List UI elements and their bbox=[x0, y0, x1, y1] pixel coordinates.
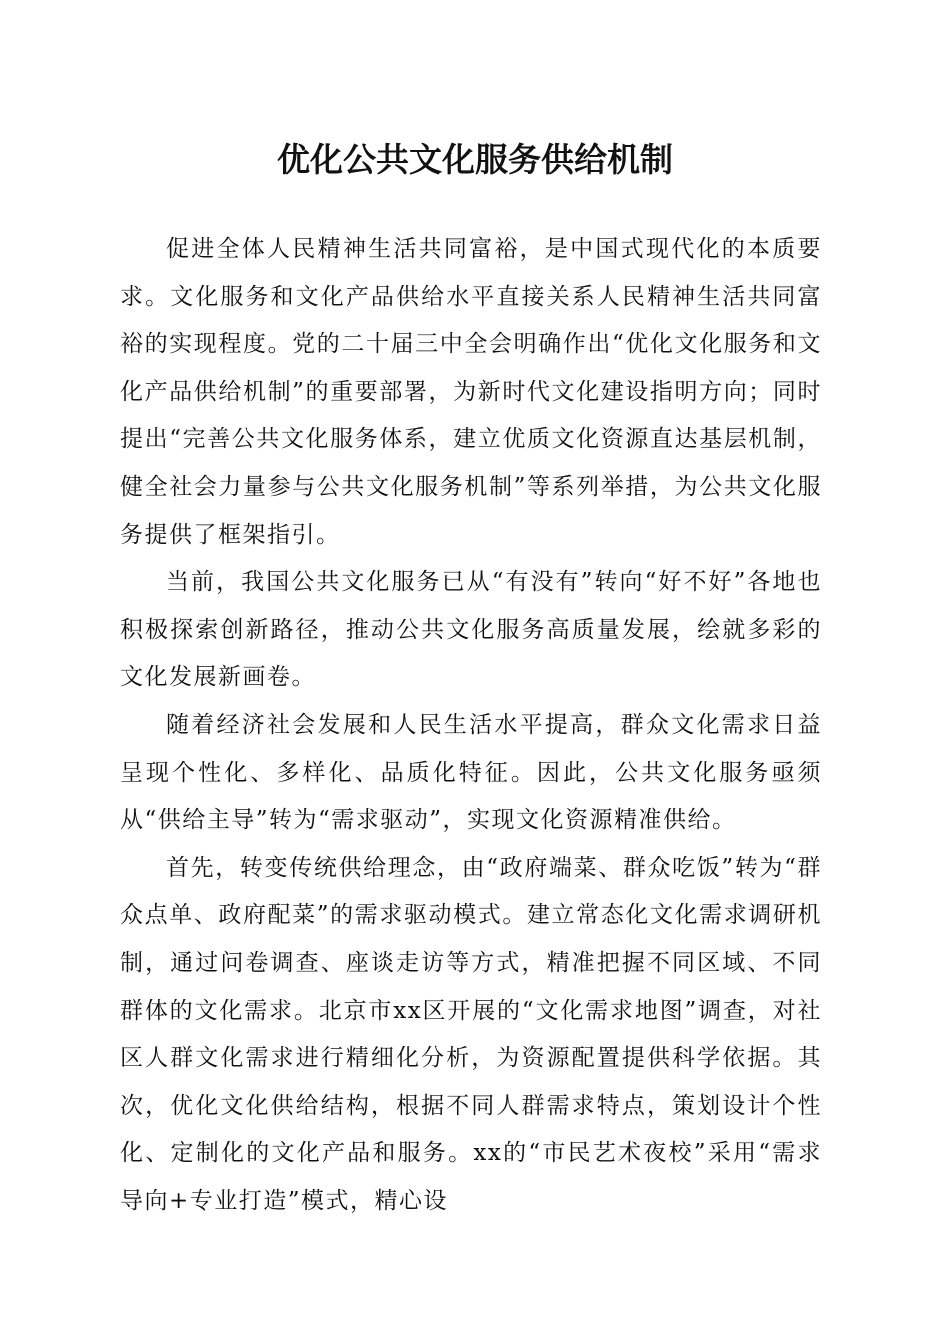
document-body bbox=[120, 226, 822, 1225]
paragraph-3: 随着经济社会发展和人民生活水平提高，群众文化需求日益呈现个性化、多样化、品质化特征。因此，公共文化服务亟须从“供给主导”转为“需求驱动”，实现文化资源精准供给。 bbox=[120, 711, 822, 834]
document-title: 优化公共文化服务供给机制 bbox=[277, 140, 673, 179]
paragraph-4: 首先，转变传统供给理念，由“政府端菜、群众吃饭”转为“群众点单、政府配菜”的需求驱动模式。建立常态化文化需求调研机制，通过问卷调查、座谈走访等方式，精准把握不同区域、不同群体的文化需求。北京市xx区开展的“文化需求地图”调查，对社区人群文化需求进行精细化分析，为资源配置提供科学依据。其次，优化文化供给结构，根据不同人群需求特点，策划设计个性化、定制化的文化产品和服务。xx的“市民艺术夜校”采用“需求导向+专业打造”模式，精心设 bbox=[120, 854, 822, 1214]
paragraph-1: 促进全体人民精神生活共同富裕，是中国式现代化的本质要求。文化服务和文化产品供给水平直接关系人民精神生活共同富裕的实现程度。党的二十届三中全会明确作出“优化文化服务和文化产品供给机制”的重要部署，为新时代文化建设指明方向；同时提出“完善公共文化服务体系，建立优质文化资源直达基层机制，健全社会力量参与公共文化服务机制”等系列举措，为公共文化服务提供了框架指引。 bbox=[120, 236, 822, 548]
paragraph-2: 当前，我国公共文化服务已从“有没有”转向“好不好”各地也积极探索创新路径，推动公共文化服务高质量发展，绘就多彩的文化发展新画卷。 bbox=[120, 569, 822, 691]
